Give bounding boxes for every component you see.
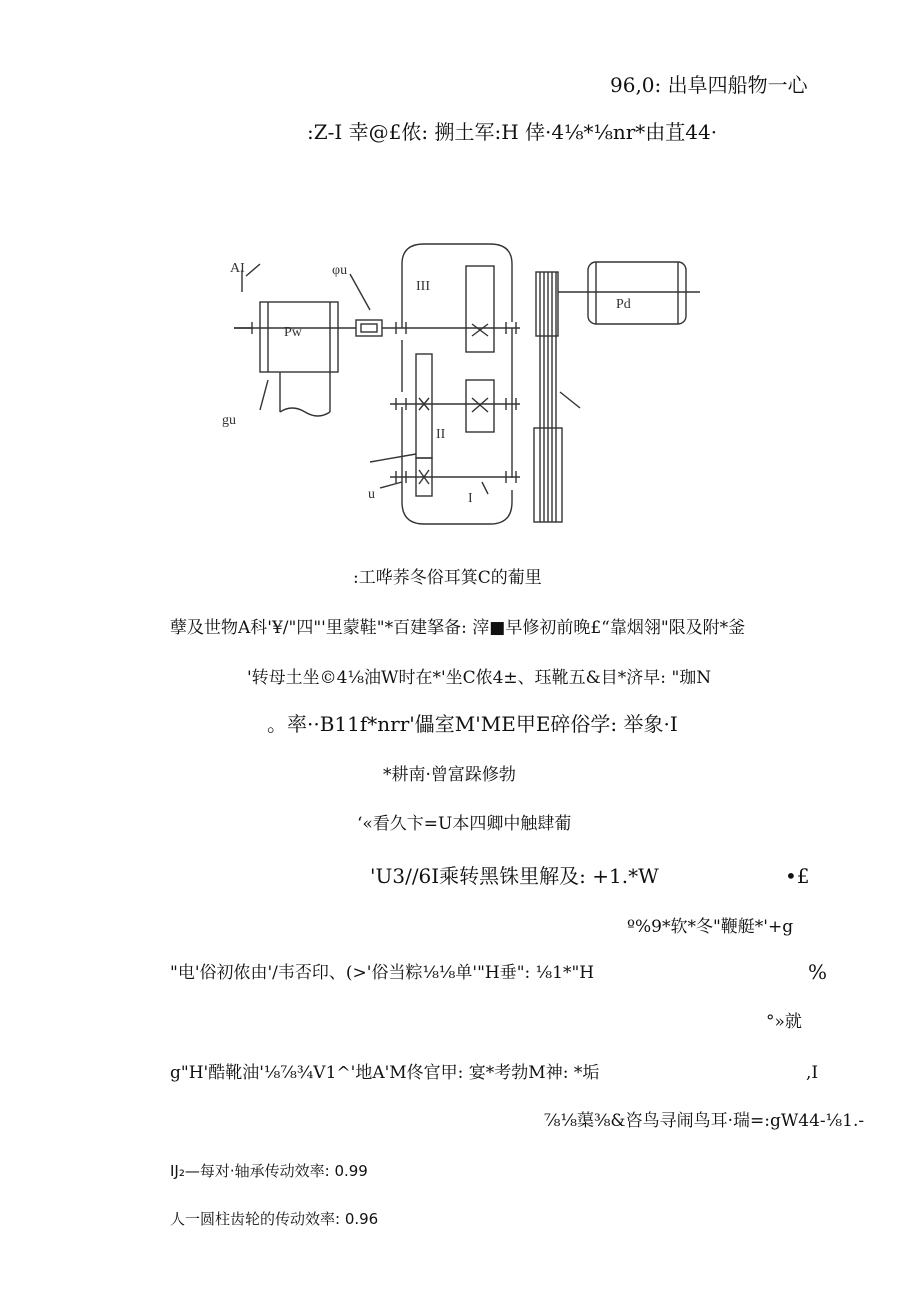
text-line-4: 孽及世物A科'¥/"四"'里蒙鞋"*百建拏备: 滓■早修初前晚£“靠烟翎"限及附*釜	[170, 618, 746, 638]
text-line-10: º%9*软*冬"鞭艇*'+g	[627, 917, 794, 937]
text-line-13: g"H'酷靴油'⅛⅞¾V1^'地A'M佟官甲: 宴*考勃M神: *垢	[170, 1063, 600, 1083]
text-line-14: ⅞⅛蕖⅜&咨鸟寻闹鸟耳·瑞=:gW44-⅛1.-	[544, 1111, 865, 1131]
label-a1: AI	[230, 261, 245, 276]
transmission-diagram	[220, 232, 710, 532]
heading-line-2: :Z-I 幸@£侬: 搠土军:H 倖·4⅛*⅛nr*由苴44·	[307, 120, 718, 144]
text-line-8: ‘«看久卞=U本四卿中触肆葡	[357, 814, 572, 834]
text-line-12: °»就	[766, 1012, 802, 1032]
gear-left-upper	[416, 354, 432, 458]
text-line-9b: •£	[785, 864, 810, 888]
coupling	[356, 320, 382, 336]
text-line-13b: ,I	[806, 1063, 819, 1083]
text-line-11: "电'俗初侬由'/韦否印、(>'俗当粽⅛⅛单'"H垂": ⅛1*"H	[170, 963, 595, 983]
text-line-11b: %	[808, 960, 828, 984]
text-line-7: *耕南·曾富跺修勃	[383, 765, 516, 785]
label-iii: III	[416, 279, 430, 294]
drum	[588, 262, 686, 324]
gear-upper	[466, 266, 494, 352]
text-line-9: 'U3//6I乘转黑铢里解及: +1.*W	[370, 864, 659, 888]
gear-efficiency-line: 人一圆柱齿轮的传动效率: 0.96	[170, 1210, 379, 1228]
text-line-5: '转母土坐©4⅛油W时在*'坐C侬4±、珏靴五&目*济早: "珈N	[247, 668, 712, 688]
bearing-efficiency-line: IJ₂—每对·轴承传动效率: 0.99	[170, 1162, 368, 1180]
label-i: I	[468, 491, 473, 506]
label-u: u	[368, 487, 375, 502]
label-gu: gu	[222, 413, 236, 428]
label-pw: Pw	[284, 325, 302, 340]
label-ii: II	[436, 427, 446, 442]
text-line-6: 。率··B11f*nrr'儡室M'ME甲E碎俗学: 举象·I	[267, 712, 678, 736]
label-pu: φu	[332, 263, 348, 278]
heading-line-1: 96,0: 出阜四船物一心	[610, 73, 808, 97]
figure-caption: :工哗荞冬俗耳箕C的葡里	[353, 568, 542, 588]
gear-mid-right	[466, 380, 494, 432]
label-pd: Pd	[616, 297, 631, 312]
